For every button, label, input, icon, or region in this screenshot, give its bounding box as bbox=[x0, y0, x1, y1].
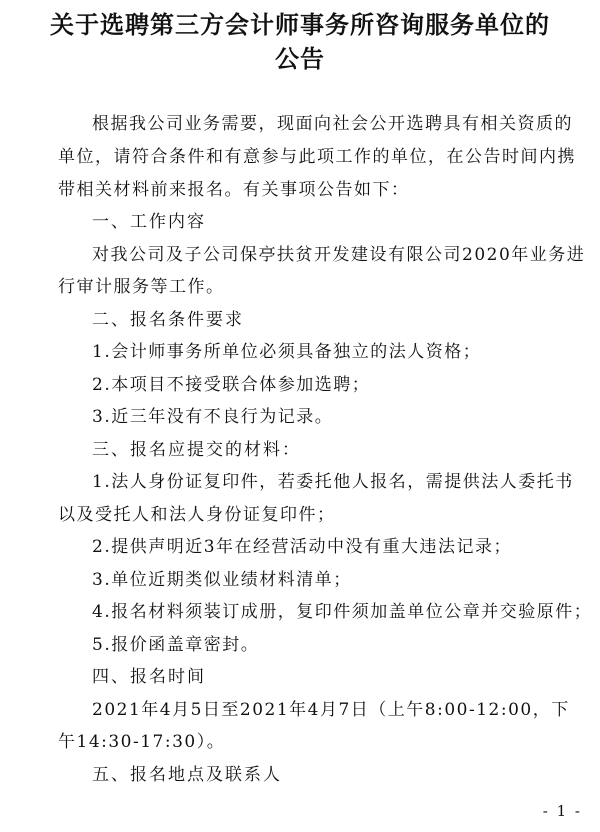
section-3-item-1-line-2: 以及受托人和法人身份证复印件； bbox=[58, 505, 336, 525]
page-number: - 1 - bbox=[542, 802, 582, 820]
document-title-line-1: 关于选聘第三方会计师事务所咨询服务单位的 bbox=[50, 11, 550, 39]
section-3-item-3: 3.单位近期类似业绩材料清单； bbox=[92, 570, 352, 590]
intro-paragraph-line-2: 单位，请符合条件和有意参与此项工作的单位，在公告时间内携 bbox=[58, 147, 576, 167]
section-5-heading: 五、报名地点及联系人 bbox=[92, 765, 282, 785]
section-1-text-line-2: 行审计服务等工作。 bbox=[58, 277, 225, 297]
intro-paragraph-line-3: 带相关材料前来报名。有关事项公告如下： bbox=[58, 180, 410, 200]
section-3-heading: 三、报名应提交的材料： bbox=[92, 440, 301, 460]
section-1-heading: 一、工作内容 bbox=[92, 212, 206, 232]
section-4-heading: 四、报名时间 bbox=[92, 667, 206, 687]
section-4-text-line-1: 2021年4月5日至2021年4月7日（上午8:00-12:00，下 bbox=[92, 700, 570, 720]
section-2-item-3: 3.近三年没有不良行为记录。 bbox=[92, 407, 334, 427]
intro-paragraph-line-1: 根据我公司业务需要，现面向社会公开选聘具有相关资质的 bbox=[92, 114, 573, 134]
section-1-text-line-1: 对我公司及子公司保亭扶贫开发建设有限公司2020年业务进 bbox=[92, 245, 586, 265]
section-3-item-1-line-1: 1.法人身份证复印件，若委托他人报名，需提供法人委托书 bbox=[92, 472, 574, 492]
section-2-item-1: 1.会计师事务所单位必须具备独立的法人资格； bbox=[92, 342, 482, 362]
section-4-text-line-2: 午14:30-17:30）。 bbox=[58, 732, 226, 752]
section-3-item-2: 2.提供声明近3年在经营活动中没有重大违法记录； bbox=[92, 537, 513, 557]
section-2-item-2: 2.本项目不接受联合体参加选聘； bbox=[92, 375, 371, 395]
section-3-item-4: 4.报名材料须装订成册，复印件须加盖单位公章并交验原件； bbox=[92, 602, 593, 622]
section-2-heading: 二、报名条件要求 bbox=[92, 310, 244, 330]
document-title-line-2: 公告 bbox=[275, 45, 325, 73]
section-3-item-5: 5.报价函盖章密封。 bbox=[92, 635, 260, 655]
